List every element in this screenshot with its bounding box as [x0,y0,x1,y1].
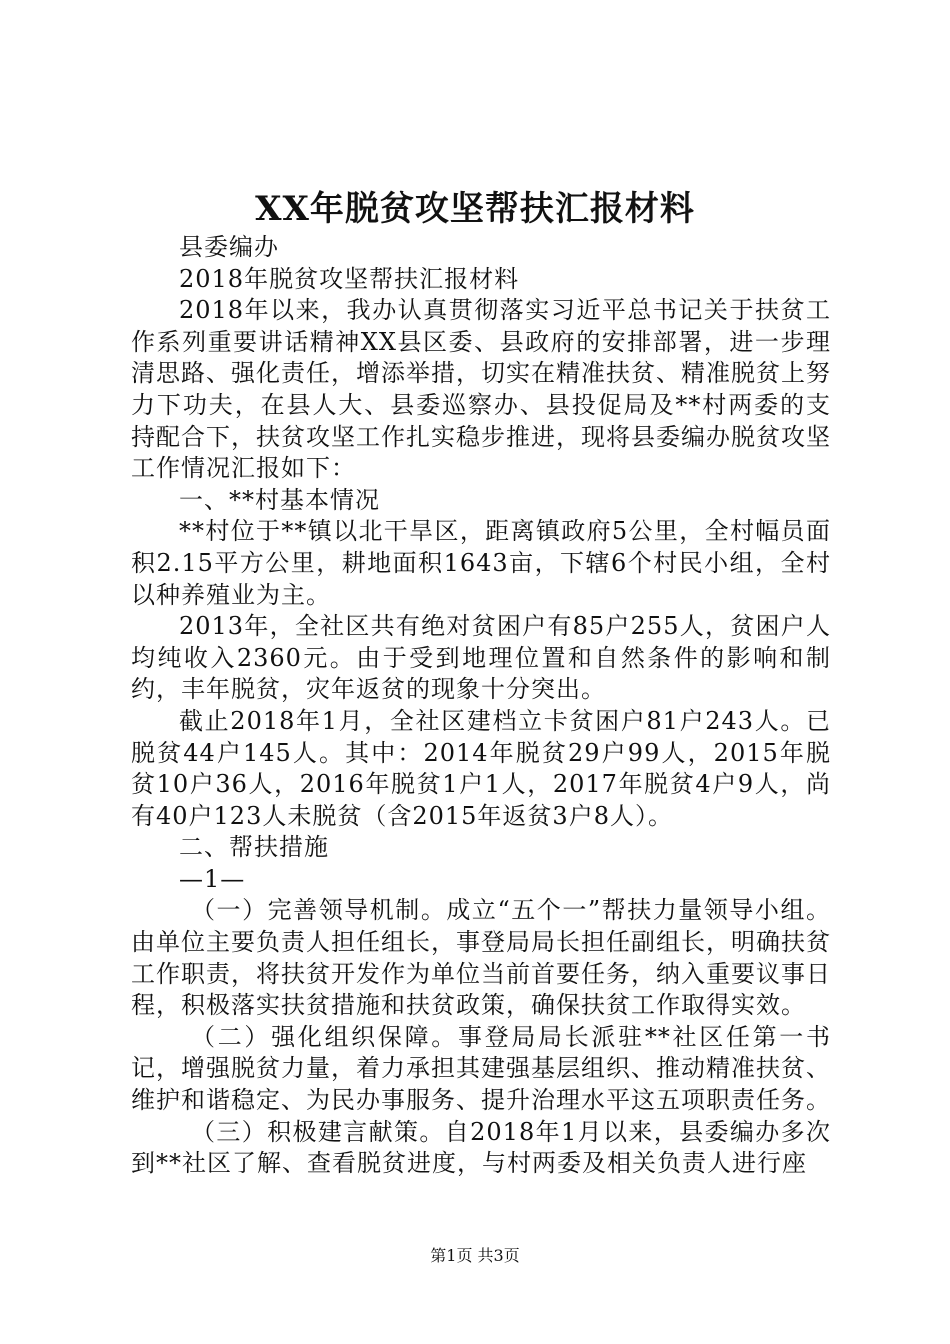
document-title: XX年脱贫攻坚帮扶汇报材料 [255,189,695,229]
paragraph-2018-status: 截止2018年1月，全社区建档立卡贫困户81户243人。已脱贫44户145人。其中：2014年脱贫29户99人，2015年脱贫10户36人，2016年脱贫1户1人，2017年脱贫4户9人，尚有40户123人未脱贫（含2015年返贫3户8人）。 [131,706,831,830]
paragraph-2013-poverty: 2013年，全社区共有绝对贫困户有85户255人，贫困户人均纯收入2360元。由于受到地理位置和自然条件的影响和制约，丰年脱贫，灾年返贫的现象十分突出。 [131,612,831,704]
paragraph-measure-3: （三）积极建言献策。自2018年1月以来，县委编办多次到**社区了解、查看脱贫进度，与村两委及相关负责人进行座 [131,1117,831,1178]
inline-page-marker: —1— [179,864,246,893]
section-heading-measures: 二、帮扶措施 [179,833,329,862]
page-number-footer: 第1页 共3页 [430,1246,520,1265]
paragraph-intro: 2018年以来，我办认真贯彻落实习近平总书记关于扶贫工作系列重要讲话精神XX县区委、县政府的安排部署，进一步理清思路、强化责任，增添举措，切实在精准扶贫、精准脱贫上努力下功夫，在县人大、县委巡察办、县投促局及**村两委的支持配合下，扶贫攻坚工作扎实稳步推进，现将县委编办脱贫攻坚工作情况汇报如下： [131,296,831,483]
paragraph-measure-1: （一）完善领导机制。成立“五个一”帮扶力量领导小组。由单位主要负责人担任组长，事登局局长担任副组长，明确扶贫工作职责，将扶贫开发作为单位当前首要任务，纳入重要议事日程，积极落实扶贫措施和扶贫政策，确保扶贫工作取得实效。 [131,896,831,1020]
paragraph-subtitle: 2018年脱贫攻坚帮扶汇报材料 [179,264,520,293]
document-body [131,232,831,1180]
paragraph-village-location: **村位于**镇以北干旱区，距离镇政府5公里，全村幅员面积2.15平方公里，耕地面积1643亩，下辖6个村民小组，全村以种养殖业为主。 [131,517,831,609]
paragraph-measure-2: （二）强化组织保障。事登局局长派驻**社区任第一书记，增强脱贫力量，着力承担其建强基层组织、推动精准扶贫、维护和谐稳定、为民办事服务、提升治理水平这五项职责任务。 [131,1022,831,1115]
section-heading-basic-info: 一、**村基本情况 [179,485,380,514]
paragraph-author: 县委编办 [179,233,279,261]
